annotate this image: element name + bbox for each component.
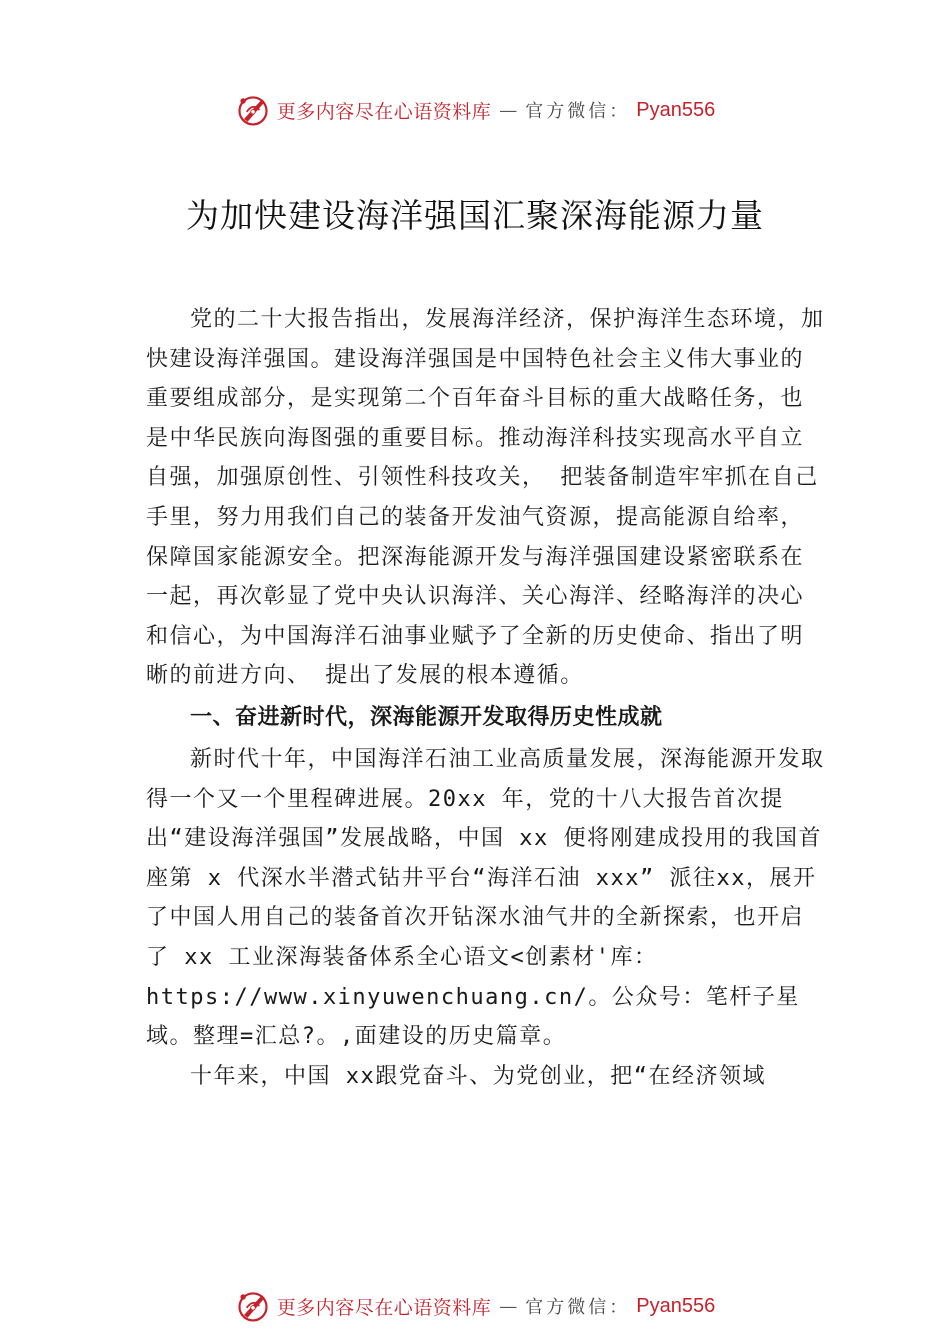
paragraph-continued: 十年来，中国 xx跟党奋斗、为党创业，把“在经济领域 <box>190 1063 766 1089</box>
paragraph-intro: 党的二十大报告指出，发展海洋经济，保护海洋生态环境，加快建设海洋强国。建设海洋强国是中国特色社会主义伟大事业的重要组成部分，是实现第二个百年奋斗目标的重大战略任务，也是中华民族向海图强的重要目标。推动海洋科技实现高水平自立自强，加强原创性、引领性科技攻关， 把装备制造牢牢抓在自己手里，努力用我们自己的装备开发油气资源，提高能源自给率，保障国家能源安全。把深海能源开发与海洋强国建设紧密联系在一起，再次彰显了党中央认识海洋、关心海洋、经略海洋的决心和信心，为中国海洋石油事业赋予了全新的历史使命、指出了明晰的前进方向、 提出了发展的根本遵循。 <box>146 307 825 689</box>
document-title: 为加快建设海洋强国汇聚深海能源力量 <box>186 196 764 235</box>
watermark-footer <box>0 1288 950 1324</box>
paragraph-section-1: 新时代十年，中国海洋石油工业高质量发展，深海能源开发取得一个又一个里程碑进展。20xx 年，党的十八大报告首次提出“建设海洋强国”发展战略，中国 xx 便将刚建成投用的我国首座第 x 代深水半潜式钻井平台“海洋石油 xxx” 派往xx，展开了中国人用自己的装备首次开钻深水油气井的全新探索，也开启了 xx 工业深海装备体系全心语文<创素材'库：https://www.xinyuwenchuang.cn/。公众号：笔杆子星域。整理=汇总?。,面建设的历史篇章。 <box>146 746 825 1050</box>
watermark-wechat-id: Pyan556 <box>636 1294 716 1317</box>
watermark-dash: — <box>499 1295 518 1317</box>
watermark-wechat-id: Pyan556 <box>636 98 716 121</box>
pen-logo-icon <box>235 92 271 128</box>
watermark-wechat-label: 官方微信： <box>525 101 631 122</box>
watermark-brand: 更多内容尽在心语资料库 <box>276 1296 492 1319</box>
watermark-wechat-label: 官方微信： <box>525 1297 631 1318</box>
section-heading-1: 一、奋进新时代，深海能源开发取得历史性成就 <box>190 704 663 730</box>
watermark-header <box>0 92 950 128</box>
pen-logo-icon <box>235 1288 271 1324</box>
watermark-dash: — <box>499 99 518 121</box>
document-body <box>146 300 826 1096</box>
watermark-brand: 更多内容尽在心语资料库 <box>276 100 492 123</box>
